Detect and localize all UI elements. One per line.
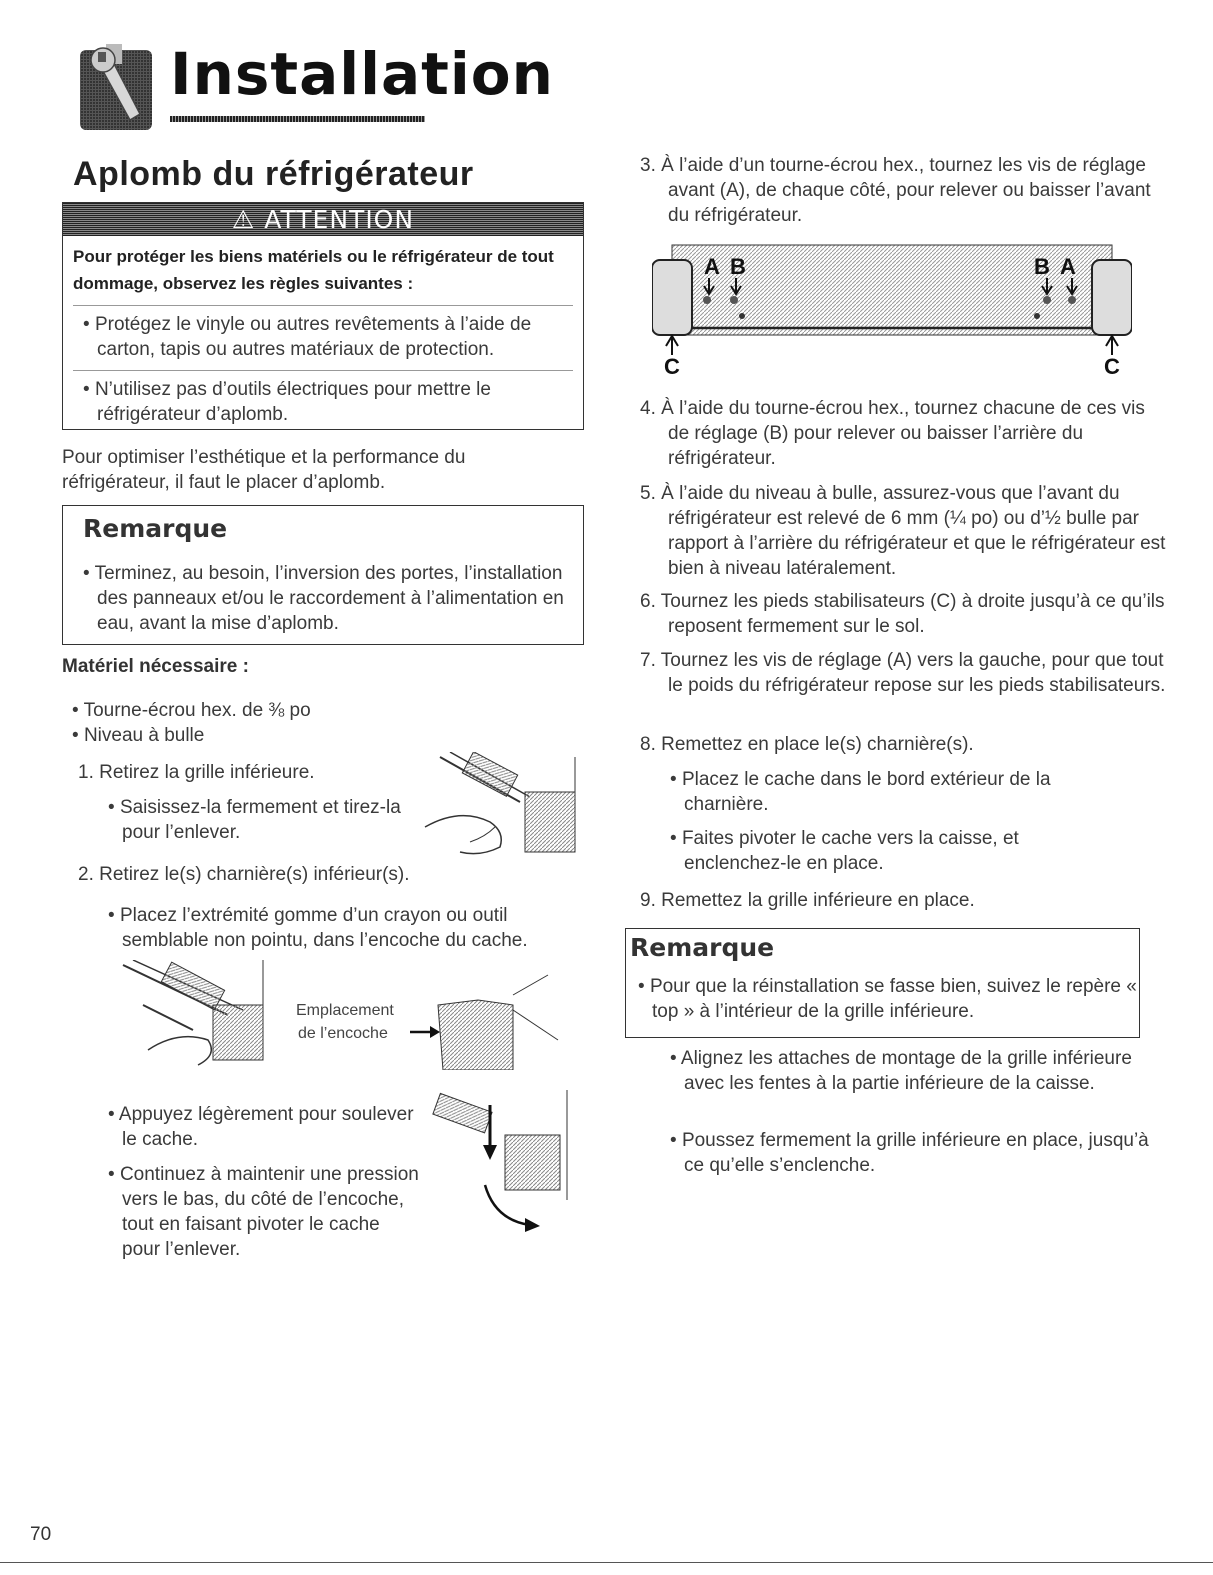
- materials-title: Matériel nécessaire :: [62, 656, 249, 677]
- note-box-2: [625, 928, 1140, 1038]
- step-8-bullet: • Placez le cache dans le bord extérieur de la charnière.: [670, 769, 1051, 815]
- label-a: A: [704, 254, 720, 279]
- pivot-cover-figure: [425, 1090, 585, 1240]
- page-number: 70: [30, 1524, 52, 1545]
- note-title: Remarque: [83, 514, 228, 543]
- step-4: 4. À l’aide du tourne-écrou hex., tournez chacune de ces vis de réglage (B) pour relever ou baisser l’arrière du réfrigérateur.: [640, 398, 1145, 469]
- note-title: Remarque: [630, 933, 775, 962]
- attention-bullet: • N’utilisez pas d’outils électriques pour mettre le réfrigérateur d’aplomb.: [83, 379, 491, 425]
- final-bullet: • Poussez fermement la grille inférieure en place, jusqu’à ce qu’elle s’enclenche.: [670, 1130, 1149, 1176]
- header-rule: [170, 116, 425, 122]
- step-8: 8. Remettez en place le(s) charnière(s).: [640, 734, 974, 755]
- step-5: 5. À l’aide du niveau à bulle, assurez-vous que l’avant du réfrigérateur est relevé de 6 mm (¼ po) ou d’½ bulle par rapport à l’arrière du réfrigérateur et que le réfrigérateur est bien à niveau latéralement.: [640, 483, 1166, 579]
- label-c: C: [664, 354, 680, 375]
- attention-warning: Pour protéger les biens matériels ou le réfrigérateur de tout dommage, observez les règles suivantes :: [73, 247, 554, 293]
- step-7: 7. Tournez les vis de réglage (A) vers la gauche, pour que tout le poids du réfrigérateur repose sur les pieds stabilisateurs.: [640, 650, 1166, 696]
- final-bullet: • Alignez les attaches de montage de la grille inférieure avec les fentes à la partie inférieure de la caisse.: [670, 1048, 1132, 1094]
- section-title: Aplomb du réfrigérateur: [73, 155, 474, 193]
- label-a: A: [1060, 254, 1076, 279]
- leveling-screws-diagram: [652, 240, 1132, 375]
- label-b: B: [730, 254, 746, 279]
- step-2: 2. Retirez le(s) charnière(s) inférieur(s).: [78, 864, 410, 885]
- attention-label: ATTENTION: [264, 205, 415, 234]
- step-1: 1. Retirez la grille inférieure.: [78, 762, 315, 783]
- label-b: B: [1034, 254, 1050, 279]
- step-6: 6. Tournez les pieds stabilisateurs (C) à droite jusqu’à ce qu’ils reposent fermement sur le sol.: [640, 591, 1165, 637]
- attention-header: [63, 203, 583, 236]
- divider: [73, 370, 573, 371]
- divider: [73, 305, 573, 306]
- step-8-bullet: • Faites pivoter le cache vers la caisse, et enclenchez-le en place.: [670, 828, 1019, 874]
- step-bullet: • Appuyez légèrement pour soulever le cache.: [108, 1104, 414, 1150]
- intro-paragraph: Pour optimiser l’esthétique et la performance du réfrigérateur, il faut le placer d’aplomb.: [62, 447, 466, 493]
- step-bullet: • Continuez à maintenir une pression vers le bas, du côté de l’encoche, tout en faisant pivoter le cache pour l’enlever.: [108, 1164, 419, 1260]
- attention-box: [62, 202, 584, 430]
- wrench-tool-icon: [78, 42, 154, 132]
- note-bullet: • Terminez, au besoin, l’inversion des portes, l’installation des panneaux et/ou le raccordement à l’alimentation en eau, avant la mise d’aplomb.: [83, 563, 564, 634]
- notch-label: de l’encoche: [298, 1025, 388, 1042]
- step-9: 9. Remettez la grille inférieure en place.: [640, 890, 975, 911]
- step-3: 3. À l’aide d’un tourne-écrou hex., tournez les vis de réglage avant (A), de chaque côté, pour relever ou baisser l’avant du réfrigérateur.: [640, 155, 1151, 226]
- notch-label: Emplacement: [296, 1002, 394, 1019]
- step-1-bullet: • Saisissez-la fermement et tirez-la pour l’enlever.: [108, 797, 401, 843]
- label-c: C: [1104, 354, 1120, 375]
- grille-removal-figure: [410, 752, 585, 867]
- warning-triangle-icon: ⚠: [231, 205, 265, 234]
- notch-location-figure: [118, 960, 568, 1070]
- attention-bullet: • Protégez le vinyle ou autres revêtements à l’aide de carton, tapis ou autres matériaux de protection.: [83, 314, 532, 360]
- materials-list: [62, 698, 362, 748]
- page-header-title: Installation: [170, 40, 554, 108]
- footer-rule: [0, 1562, 1213, 1563]
- list-item: • Tourne-écrou hex. de ⅜ po: [72, 700, 311, 721]
- note-bullet: • Pour que la réinstallation se fasse bien, suivez le repère « top » à l’intérieur de la grille inférieure.: [638, 976, 1137, 1022]
- list-item: • Niveau à bulle: [72, 725, 205, 746]
- step-2-bullet: • Placez l’extrémité gomme d’un crayon ou outil semblable non pointu, dans l’encoche du cache.: [108, 905, 528, 951]
- note-box-1: [62, 505, 584, 645]
